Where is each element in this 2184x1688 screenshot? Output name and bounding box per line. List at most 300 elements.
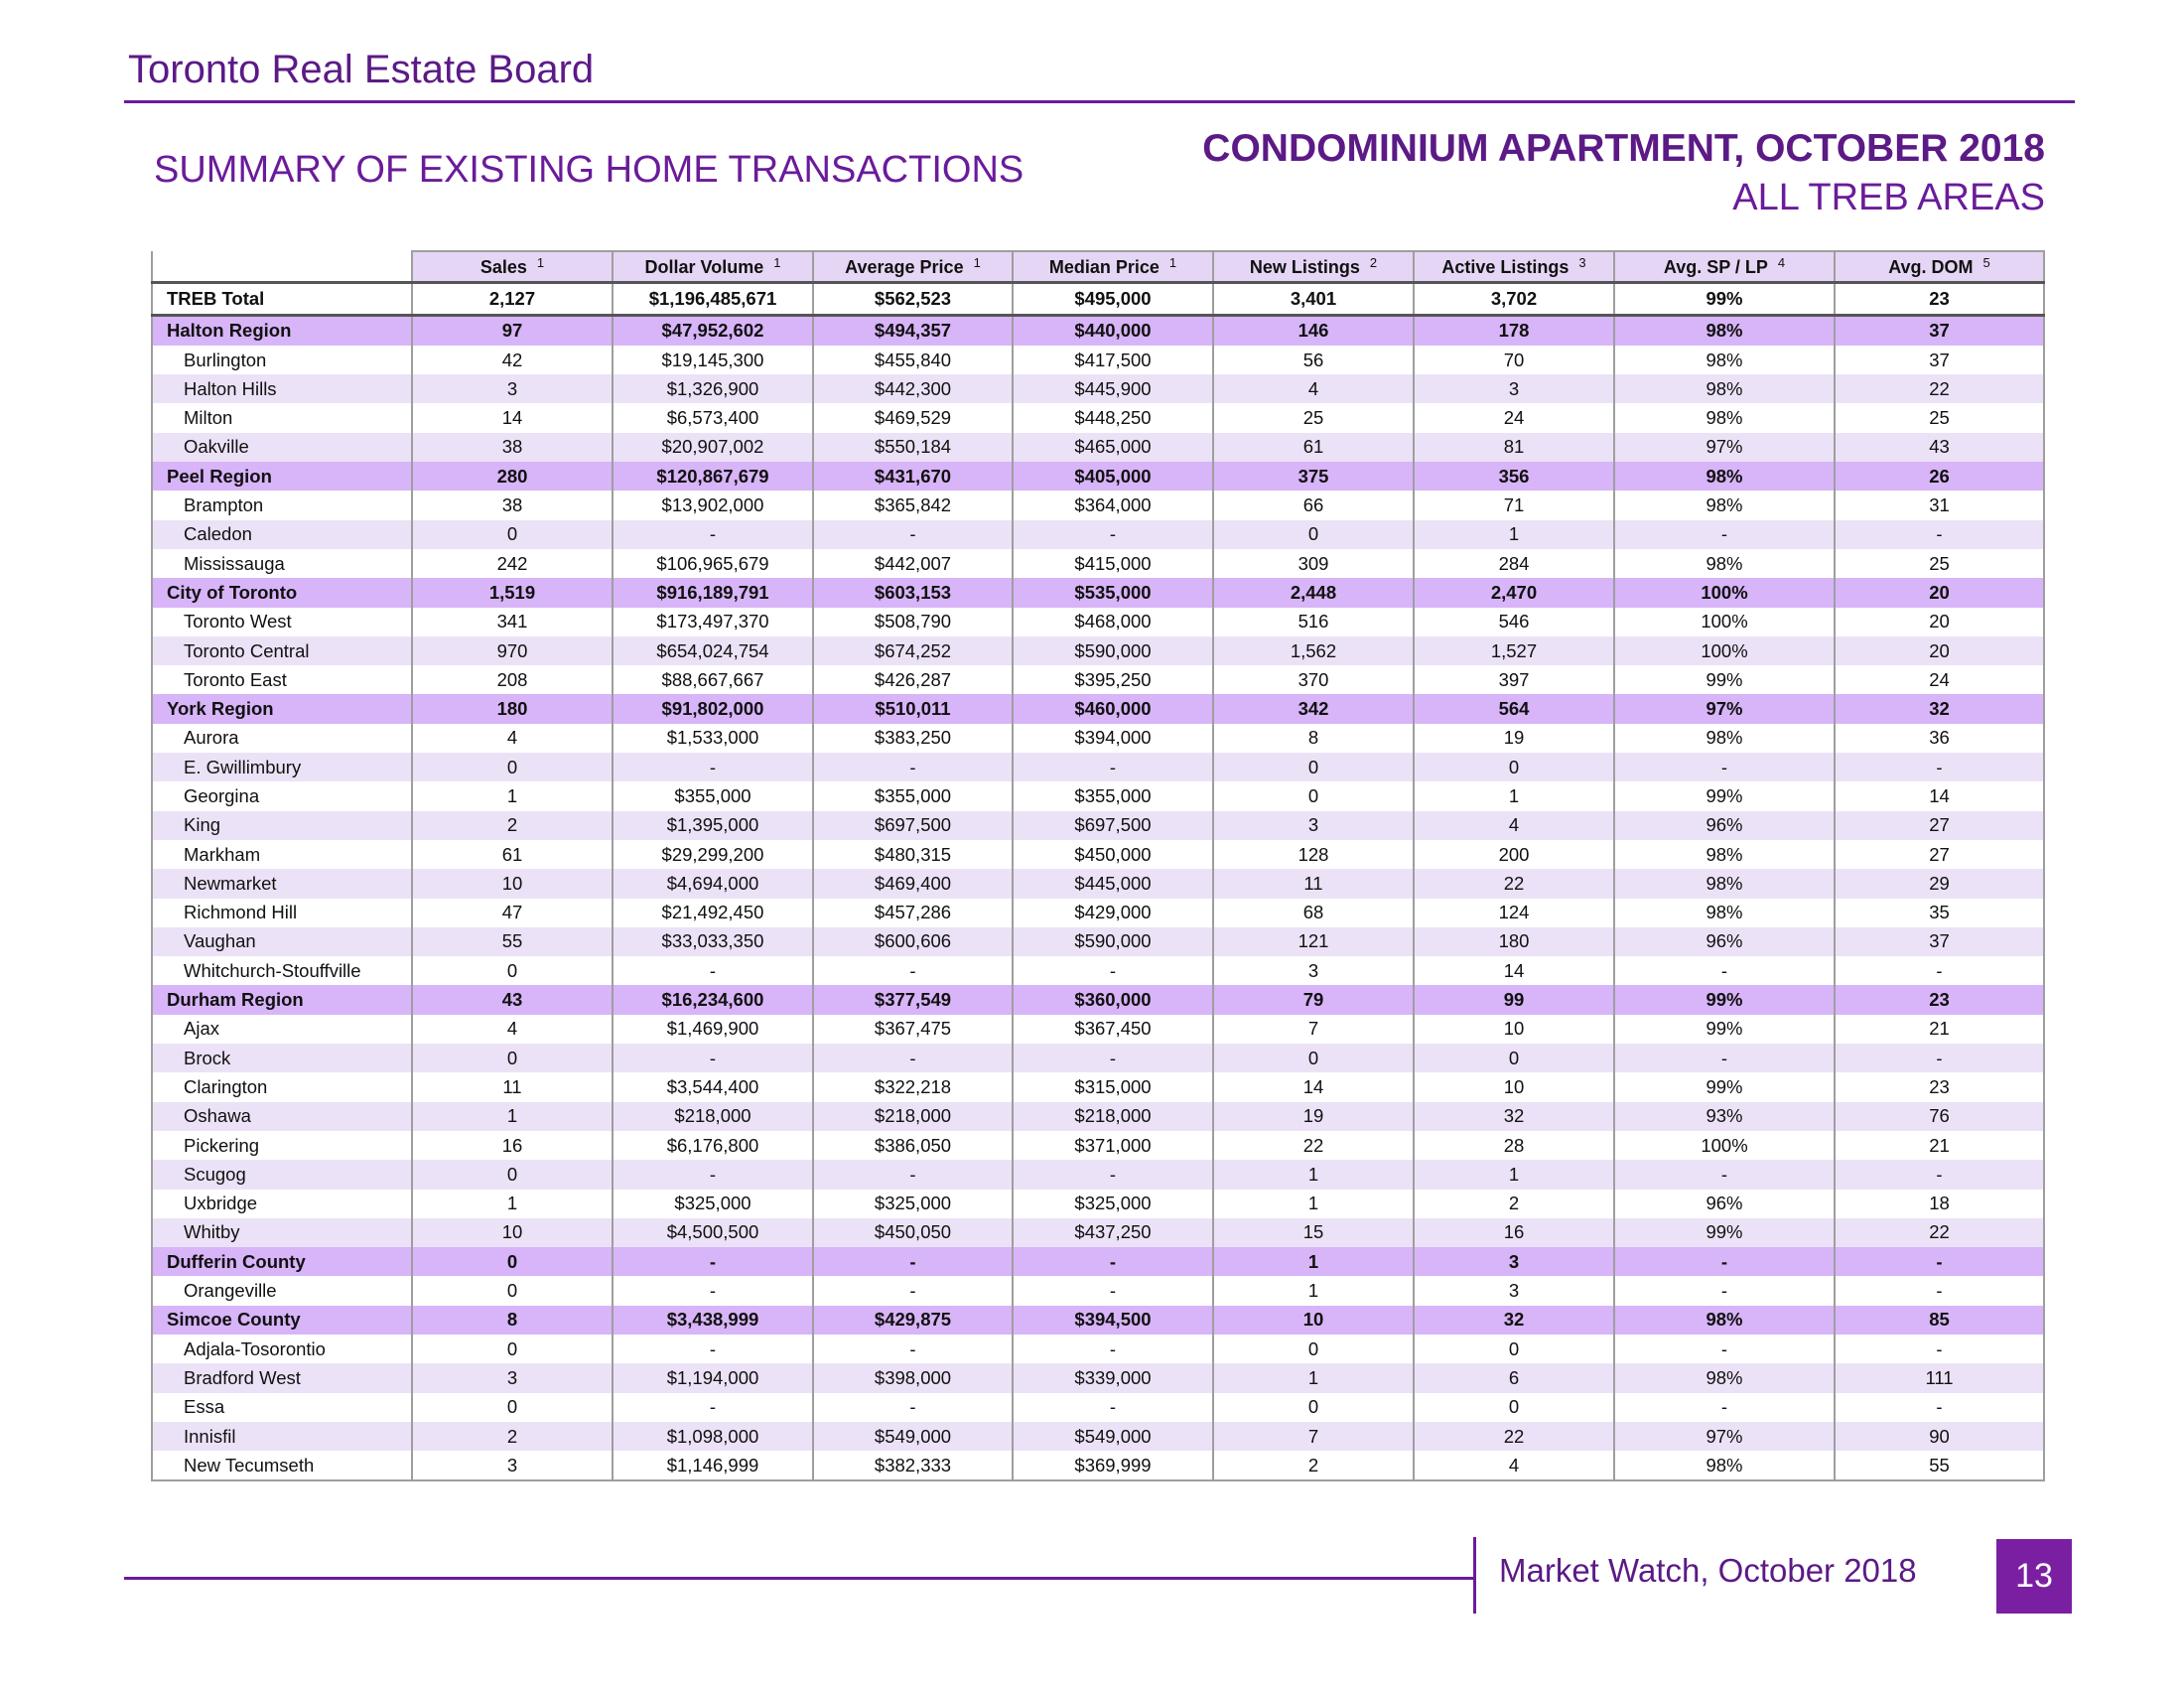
table-cell: 0 [1414, 1044, 1614, 1072]
table-cell: 99% [1614, 985, 1835, 1014]
table-cell: 10 [412, 1218, 613, 1247]
table-row [152, 1072, 2044, 1101]
table-cell: $20,907,002 [613, 433, 813, 462]
table-cell: $460,000 [1013, 694, 1213, 723]
table-cell: $1,533,000 [613, 724, 813, 753]
row-label: Simcoe County [152, 1306, 412, 1335]
table-cell: $355,000 [1013, 781, 1213, 810]
table-row [152, 346, 2044, 374]
table-cell: 3,401 [1213, 283, 1414, 315]
row-label: Innisfil [152, 1422, 412, 1451]
table-cell: $19,145,300 [613, 346, 813, 374]
table-cell: $674,252 [813, 636, 1013, 665]
table-cell: $325,000 [1013, 1190, 1213, 1218]
table-cell: $417,500 [1013, 346, 1213, 374]
table-cell: $1,326,900 [613, 374, 813, 403]
table-cell: $468,000 [1013, 608, 1213, 636]
table-row [152, 840, 2044, 869]
column-header: Dollar Volume $^1$ [613, 251, 813, 283]
table-cell: 4 [412, 724, 613, 753]
table-cell: $355,000 [813, 781, 1013, 810]
row-label: Scugog [152, 1160, 412, 1189]
table-cell: 18 [1835, 1190, 2044, 1218]
table-cell: - [1614, 1276, 1835, 1305]
table-cell: 43 [412, 985, 613, 1014]
table-cell: 342 [1213, 694, 1414, 723]
table-cell: 47 [412, 899, 613, 927]
table-cell: $1,194,000 [613, 1363, 813, 1392]
table-cell: 11 [412, 1072, 613, 1101]
table-cell: $697,500 [1013, 811, 1213, 840]
table-cell: 43 [1835, 433, 2044, 462]
total-row [152, 283, 2044, 315]
table-row [152, 1218, 2044, 1247]
table-cell: 1 [1213, 1276, 1414, 1305]
table-cell: 284 [1414, 549, 1614, 578]
table-cell: 1,519 [412, 578, 613, 607]
table-cell: 20 [1835, 636, 2044, 665]
table-cell: 3 [412, 374, 613, 403]
table-cell: 121 [1213, 927, 1414, 956]
column-header: Median Price $^1$ [1013, 251, 1213, 283]
table-cell: 4 [1414, 1451, 1614, 1480]
table-cell: 124 [1414, 899, 1614, 927]
table-cell: $603,153 [813, 578, 1013, 607]
table-row [152, 1160, 2044, 1189]
table-cell: $173,497,370 [613, 608, 813, 636]
table-cell: $1,469,900 [613, 1015, 813, 1044]
table-cell: $469,529 [813, 403, 1013, 432]
table-cell: 15 [1213, 1218, 1414, 1247]
table-cell: $550,184 [813, 433, 1013, 462]
table-cell: - [813, 1393, 1013, 1422]
row-label: Bradford West [152, 1363, 412, 1392]
table-cell: 0 [1414, 1393, 1614, 1422]
table-cell: $106,965,679 [613, 549, 813, 578]
row-label: Toronto Central [152, 636, 412, 665]
table-cell: 7 [1213, 1015, 1414, 1044]
table-cell: $33,033,350 [613, 927, 813, 956]
table-cell: 28 [1414, 1131, 1614, 1160]
table-cell: $218,000 [613, 1102, 813, 1131]
table-cell: - [1835, 1276, 2044, 1305]
table-cell: $465,000 [1013, 433, 1213, 462]
table-cell: 96% [1614, 1190, 1835, 1218]
table-cell: $494,357 [813, 315, 1013, 346]
region-row [152, 578, 2044, 607]
table-cell: 970 [412, 636, 613, 665]
table-cell: $405,000 [1013, 462, 1213, 491]
table-cell: 81 [1414, 433, 1614, 462]
row-label: TREB Total [152, 283, 412, 315]
row-label: Mississauga [152, 549, 412, 578]
row-label: Caledon [152, 520, 412, 549]
table-cell: - [613, 520, 813, 549]
table-cell: 1 [412, 1102, 613, 1131]
table-cell: - [1013, 1247, 1213, 1276]
table-cell: $450,050 [813, 1218, 1013, 1247]
table-cell: - [613, 1393, 813, 1422]
table-cell: 68 [1213, 899, 1414, 927]
table-cell: 341 [412, 608, 613, 636]
table-cell: 20 [1835, 608, 2044, 636]
table-cell: - [813, 1276, 1013, 1305]
table-cell: 98% [1614, 403, 1835, 432]
table-cell: 1 [1213, 1190, 1414, 1218]
table-cell: - [1013, 1335, 1213, 1363]
table-cell: 99% [1614, 665, 1835, 694]
table-cell: 16 [412, 1131, 613, 1160]
table-cell: $394,500 [1013, 1306, 1213, 1335]
table-cell: $13,902,000 [613, 491, 813, 519]
table-cell: 0 [1414, 1335, 1614, 1363]
row-label: Markham [152, 840, 412, 869]
table-cell: 32 [1414, 1102, 1614, 1131]
row-label: Essa [152, 1393, 412, 1422]
table-cell: 61 [412, 840, 613, 869]
table-cell: $6,573,400 [613, 403, 813, 432]
table-cell: 3 [1213, 956, 1414, 985]
table-cell: $91,802,000 [613, 694, 813, 723]
table-cell: 35 [1835, 899, 2044, 927]
table-cell: 99% [1614, 781, 1835, 810]
table-cell: $562,523 [813, 283, 1013, 315]
table-cell: $218,000 [1013, 1102, 1213, 1131]
table-cell: 0 [1213, 753, 1414, 781]
table-cell: $429,000 [1013, 899, 1213, 927]
row-label: Oakville [152, 433, 412, 462]
row-label: Peel Region [152, 462, 412, 491]
row-label: Clarington [152, 1072, 412, 1101]
table-cell: 98% [1614, 1363, 1835, 1392]
table-row [152, 403, 2044, 432]
table-cell: 55 [412, 927, 613, 956]
table-cell: 79 [1213, 985, 1414, 1014]
row-label: Aurora [152, 724, 412, 753]
table-cell: 2,127 [412, 283, 613, 315]
table-cell: - [1013, 956, 1213, 985]
table-cell: 1 [1414, 1160, 1614, 1189]
table-cell: 22 [1835, 1218, 2044, 1247]
table-cell: 70 [1414, 346, 1614, 374]
footer-divider [124, 1577, 1474, 1580]
table-cell: 0 [1213, 1044, 1414, 1072]
table-cell: 97% [1614, 433, 1835, 462]
table-cell: $369,999 [1013, 1451, 1213, 1480]
table-cell: $508,790 [813, 608, 1013, 636]
table-cell: 180 [1414, 927, 1614, 956]
row-label: New Tecumseth [152, 1451, 412, 1480]
table-cell: - [1614, 1044, 1835, 1072]
row-label: Toronto East [152, 665, 412, 694]
table-cell: 0 [412, 956, 613, 985]
table-cell: $367,450 [1013, 1015, 1213, 1044]
table-cell: 99% [1614, 1072, 1835, 1101]
table-cell: 20 [1835, 578, 2044, 607]
table-cell: $549,000 [1013, 1422, 1213, 1451]
table-cell: 0 [412, 1247, 613, 1276]
table-cell: $365,842 [813, 491, 1013, 519]
table-cell: $590,000 [1013, 636, 1213, 665]
column-header: Average Price $^1$ [813, 251, 1013, 283]
table-cell: 178 [1414, 315, 1614, 346]
table-cell: $398,000 [813, 1363, 1013, 1392]
table-row [152, 956, 2044, 985]
table-cell: $510,011 [813, 694, 1013, 723]
table-cell: 0 [1213, 781, 1414, 810]
table-cell: $315,000 [1013, 1072, 1213, 1101]
table-cell: 98% [1614, 869, 1835, 898]
table-cell: - [613, 956, 813, 985]
table-cell: $21,492,450 [613, 899, 813, 927]
table-cell: 21 [1835, 1131, 2044, 1160]
row-label: Orangeville [152, 1276, 412, 1305]
table-row [152, 1131, 2044, 1160]
table-cell: $377,549 [813, 985, 1013, 1014]
row-label: Newmarket [152, 869, 412, 898]
table-cell: 3 [1213, 811, 1414, 840]
table-cell: - [1013, 1160, 1213, 1189]
table-cell: $4,694,000 [613, 869, 813, 898]
table-cell: 37 [1835, 346, 2044, 374]
row-label: Burlington [152, 346, 412, 374]
row-label: Uxbridge [152, 1190, 412, 1218]
table-cell: 2 [1213, 1451, 1414, 1480]
table-cell: $480,315 [813, 840, 1013, 869]
table-cell: - [1614, 1393, 1835, 1422]
table-cell: 4 [1414, 811, 1614, 840]
table-cell: - [1614, 956, 1835, 985]
table-cell: 27 [1835, 840, 2044, 869]
row-label: Whitchurch-Stouffville [152, 956, 412, 985]
table-cell: 36 [1835, 724, 2044, 753]
table-cell: - [1013, 520, 1213, 549]
table-cell: - [1614, 753, 1835, 781]
region-row [152, 1306, 2044, 1335]
table-cell: 100% [1614, 636, 1835, 665]
table-cell: 23 [1835, 283, 2044, 315]
table-cell: $355,000 [613, 781, 813, 810]
table-cell: 99% [1614, 1218, 1835, 1247]
table-cell: 99 [1414, 985, 1614, 1014]
row-label: Dufferin County [152, 1247, 412, 1276]
table-cell: 98% [1614, 462, 1835, 491]
table-row [152, 1363, 2044, 1392]
table-cell: - [1835, 1335, 2044, 1363]
table-cell: $218,000 [813, 1102, 1013, 1131]
table-cell: 100% [1614, 608, 1835, 636]
table-cell: $916,189,791 [613, 578, 813, 607]
table-cell: 90 [1835, 1422, 2044, 1451]
table-cell: 1 [1414, 520, 1614, 549]
table-cell: $1,196,485,671 [613, 283, 813, 315]
table-cell: 22 [1414, 1422, 1614, 1451]
table-cell: 3,702 [1414, 283, 1614, 315]
table-row [152, 927, 2044, 956]
table-cell: 1 [1414, 781, 1614, 810]
table-cell: 98% [1614, 315, 1835, 346]
table-cell: 97% [1614, 1422, 1835, 1451]
table-cell: 1,562 [1213, 636, 1414, 665]
table-cell: 31 [1835, 491, 2044, 519]
table-cell: 25 [1835, 403, 2044, 432]
table-cell: 23 [1835, 1072, 2044, 1101]
table-cell: 96% [1614, 927, 1835, 956]
table-cell: 0 [412, 1393, 613, 1422]
table-cell: 7 [1213, 1422, 1414, 1451]
table-cell: 25 [1835, 549, 2044, 578]
table-cell: $383,250 [813, 724, 1013, 753]
region-row [152, 985, 2044, 1014]
table-cell: 10 [1414, 1015, 1614, 1044]
table-row [152, 869, 2044, 898]
table-cell: 564 [1414, 694, 1614, 723]
column-header: Avg. SP / LP $^4$ [1614, 251, 1835, 283]
table-cell: $445,000 [1013, 869, 1213, 898]
table-cell: 0 [412, 753, 613, 781]
table-cell: 397 [1414, 665, 1614, 694]
table-cell: 98% [1614, 491, 1835, 519]
table-cell: $442,300 [813, 374, 1013, 403]
table-cell: $4,500,500 [613, 1218, 813, 1247]
table-cell: 1 [1213, 1247, 1414, 1276]
table-row [152, 608, 2044, 636]
row-label: Halton Hills [152, 374, 412, 403]
table-row [152, 1276, 2044, 1305]
table-cell: 2 [412, 811, 613, 840]
table-cell: 10 [1414, 1072, 1614, 1101]
table-cell: 0 [1414, 753, 1614, 781]
table-cell: $469,400 [813, 869, 1013, 898]
header-blank-cell [152, 251, 412, 283]
table-cell: 98% [1614, 840, 1835, 869]
page-number-badge: 13 [1996, 1539, 2072, 1614]
table-cell: 10 [412, 869, 613, 898]
brand-title: Toronto Real Estate Board [128, 48, 595, 91]
table-cell: 200 [1414, 840, 1614, 869]
table-cell: 76 [1835, 1102, 2044, 1131]
table-cell: 1 [1213, 1363, 1414, 1392]
region-row [152, 1247, 2044, 1276]
table-cell: $549,000 [813, 1422, 1013, 1451]
row-label: City of Toronto [152, 578, 412, 607]
table-cell: - [813, 956, 1013, 985]
row-label: Oshawa [152, 1102, 412, 1131]
table-cell: 11 [1213, 869, 1414, 898]
table-cell: $322,218 [813, 1072, 1013, 1101]
table-row [152, 811, 2044, 840]
table-cell: 128 [1213, 840, 1414, 869]
table-cell: 309 [1213, 549, 1414, 578]
table-cell: 61 [1213, 433, 1414, 462]
row-label: Ajax [152, 1015, 412, 1044]
table-cell: 0 [412, 1044, 613, 1072]
table-cell: 98% [1614, 346, 1835, 374]
table-cell: - [813, 1044, 1013, 1072]
table-cell: $6,176,800 [613, 1131, 813, 1160]
table-cell: - [1614, 1335, 1835, 1363]
table-cell: - [613, 1276, 813, 1305]
table-cell: - [1835, 753, 2044, 781]
table-cell: 97 [412, 315, 613, 346]
table-row [152, 781, 2044, 810]
table-cell: 3 [412, 1363, 613, 1392]
table-cell: 16 [1414, 1218, 1614, 1247]
table-cell: $1,395,000 [613, 811, 813, 840]
table-cell: $415,000 [1013, 549, 1213, 578]
table-cell: - [1835, 1044, 2044, 1072]
table-cell: - [1013, 1276, 1213, 1305]
table-row [152, 753, 2044, 781]
table-cell: 26 [1835, 462, 2044, 491]
table-cell: $386,050 [813, 1131, 1013, 1160]
table-cell: - [613, 1044, 813, 1072]
table-cell: 22 [1213, 1131, 1414, 1160]
table-cell: $431,670 [813, 462, 1013, 491]
table-cell: $437,250 [1013, 1218, 1213, 1247]
table-cell: 0 [1213, 1393, 1414, 1422]
table-row [152, 1393, 2044, 1422]
column-header: Sales $^1$ [412, 251, 613, 283]
table-cell: 19 [1213, 1102, 1414, 1131]
table-row [152, 520, 2044, 549]
table-cell: $440,000 [1013, 315, 1213, 346]
table-cell: 0 [412, 1335, 613, 1363]
row-label: Georgina [152, 781, 412, 810]
row-label: Brampton [152, 491, 412, 519]
table-cell: 27 [1835, 811, 2044, 840]
table-cell: 93% [1614, 1102, 1835, 1131]
table-cell: 99% [1614, 1015, 1835, 1044]
table-row [152, 374, 2044, 403]
table-cell: $16,234,600 [613, 985, 813, 1014]
table-cell: 37 [1835, 927, 2044, 956]
table-row [152, 433, 2044, 462]
table-cell: $29,299,200 [613, 840, 813, 869]
table-cell: - [613, 1335, 813, 1363]
region-row [152, 315, 2044, 346]
table-cell: 22 [1835, 374, 2044, 403]
table-cell: 208 [412, 665, 613, 694]
region-row [152, 462, 2044, 491]
table-cell: $325,000 [813, 1190, 1013, 1218]
table-row [152, 1044, 2044, 1072]
table-cell: - [813, 1247, 1013, 1276]
table-cell: - [1835, 1393, 2044, 1422]
table-cell: $394,000 [1013, 724, 1213, 753]
table-cell: 96% [1614, 811, 1835, 840]
table-body [152, 283, 2044, 1481]
table-cell: 99% [1614, 283, 1835, 315]
table-row [152, 724, 2044, 753]
table-cell: 242 [412, 549, 613, 578]
table-cell: 71 [1414, 491, 1614, 519]
table-cell: $367,475 [813, 1015, 1013, 1044]
table-cell: - [613, 1247, 813, 1276]
row-label: Halton Region [152, 315, 412, 346]
table-row [152, 1015, 2044, 1044]
table-cell: 280 [412, 462, 613, 491]
table-cell: $697,500 [813, 811, 1013, 840]
table-cell: 1 [412, 781, 613, 810]
table-cell: - [1835, 520, 2044, 549]
table-cell: 98% [1614, 1306, 1835, 1335]
table-cell: 100% [1614, 578, 1835, 607]
table-row [152, 549, 2044, 578]
table-cell: 32 [1835, 694, 2044, 723]
table-cell: $3,438,999 [613, 1306, 813, 1335]
table-cell: $371,000 [1013, 1131, 1213, 1160]
